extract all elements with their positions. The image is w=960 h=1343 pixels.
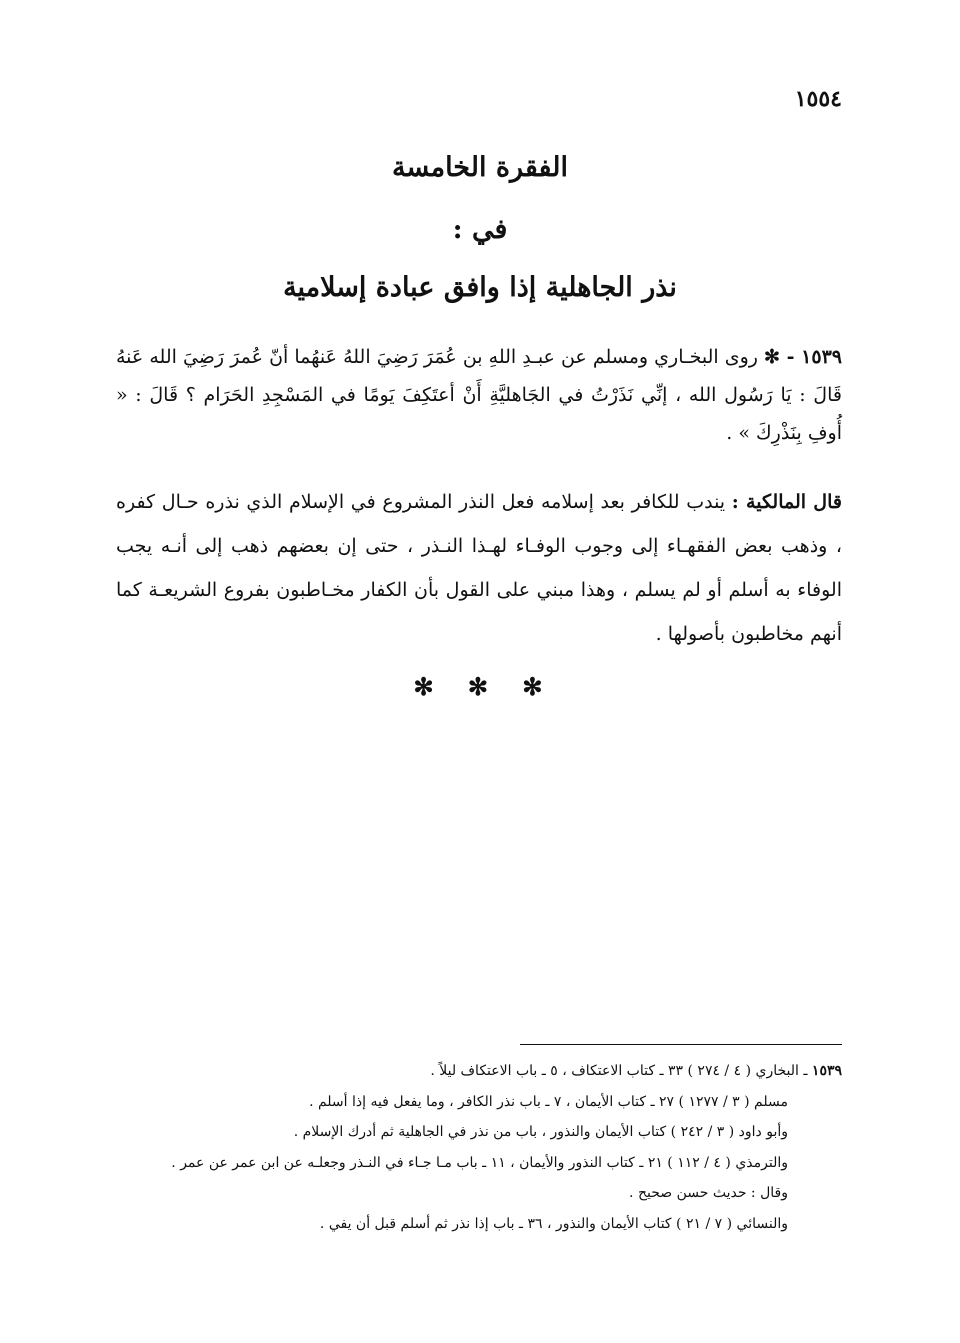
hadith-number: ١٥٣٩ - ✻ (764, 346, 842, 368)
section-separator: ✻ ✻ ✻ (413, 672, 547, 701)
footnote-line: والترمذي ( ٤ / ١١٢ ) ٢١ ـ كتاب النذور والأيمان ، ١١ ـ باب مـا جـاء في النـذر وجعلـه عن ابن عمر عن عمر . (171, 1154, 788, 1171)
footnote-line (112, 1056, 842, 1087)
footnote-line: والنسائي ( ٧ / ٢١ ) كتاب الأيمان والنذور ، ٣٦ ـ باب إذا نذر ثم أسلم قبل أن يفي . (319, 1215, 788, 1232)
footnote-line: وأبو داود ( ٣ / ٢٤٢ ) كتاب الأيمان والنذور ، باب من نذر في الجاهلية ثم أدرك الإسلام . (293, 1124, 788, 1140)
commentary-text: يندب للكافر بعد إسلامه فعل النذر المشروع في الإسلام الذي نذره حـال كفره ، وذهب بعض الفقهـاء إلى وجوب الوفـاء لهـذا النـذر ، حتى إن بعضهم ذهب إلى أنـه يجب الوفاء به أسلم أو لم يسلم ، وهذا مبني على القول بأن الكفار مخـاطبون بفروع الشريعـة كما أنهم مخاطبون بأصولها . (116, 491, 842, 645)
footnote-divider (520, 1044, 842, 1045)
topic-heading: نذر الجاهلية إذا وافق عبادة إسلامية (283, 272, 677, 303)
footnotes (112, 1056, 842, 1239)
commentary-paragraph (116, 480, 842, 656)
footnote-line: مسلم ( ٣ / ١٢٧٧ ) ٢٧ ـ كتاب الأيمان ، ٧ ـ باب نذر الكافر ، وما يفعل فيه إذا أسلم . (309, 1093, 788, 1110)
page-number: ١٥٥٤ (794, 86, 842, 112)
footnote-text: ـ البخاري ( ٤ / ٢٧٤ ) ٣٣ ـ كتاب الاعتكاف ، ٥ ـ باب الاعتكاف ليلاً . (430, 1063, 808, 1079)
commentary-lead: قال المالكية : (731, 491, 842, 513)
in-heading: في : (452, 214, 508, 245)
hadith-paragraph (116, 338, 842, 452)
footnote-number: ١٥٣٩ (811, 1063, 842, 1079)
hadith-text: روى البخـاري ومسلم عن عبـدِ اللهِ بن عُمَرَ رَضِيَ اللهُ عَنهُما أنّ عُمرَ رَضِيَ الله عَنهُ قَالَ : يَا رَسُول الله ، إنِّي نَذَرْتُ في الجَاهليَّةِ أَنْ أعتَكِفَ يَومًا في المَسْجِدِ الحَرَام ؟ قَالَ : « أُوفِ بِنَذْرِكَ » . (116, 346, 842, 444)
footnote-line: وقال : حديث حسن صحيح . (629, 1185, 788, 1201)
section-heading: الفقرة الخامسة (392, 152, 568, 183)
